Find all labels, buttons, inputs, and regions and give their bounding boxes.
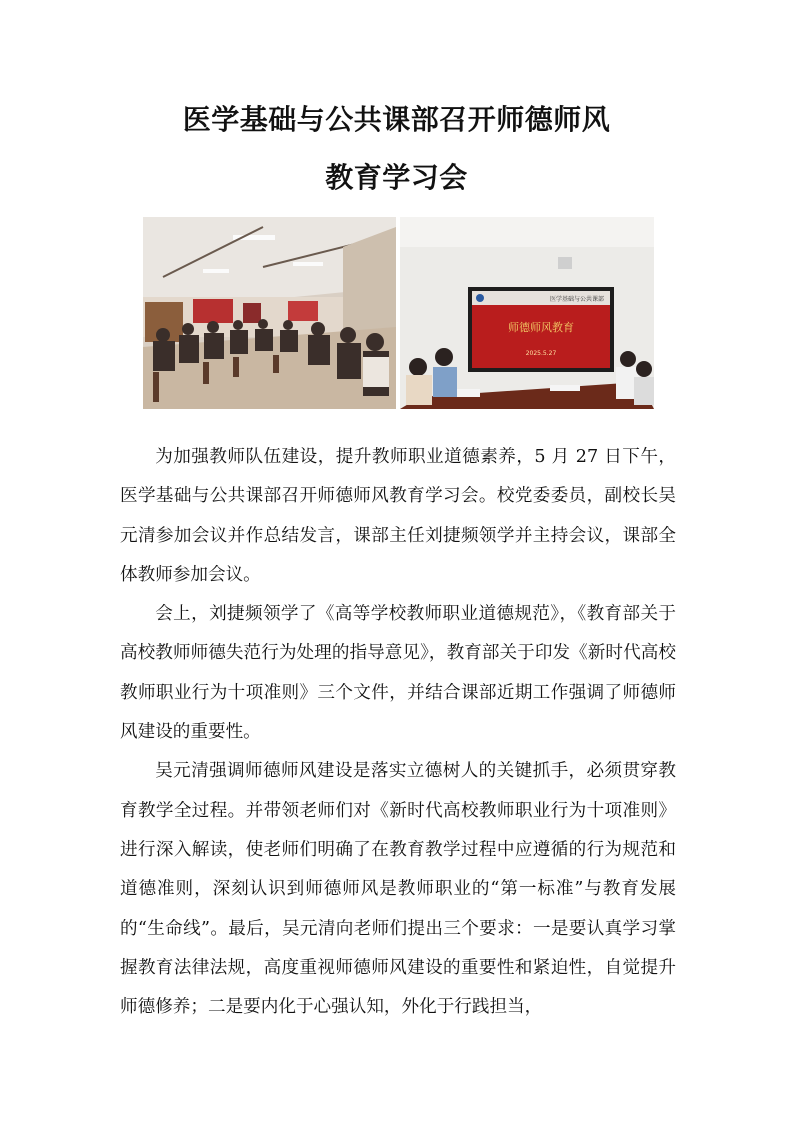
- screen-logo-text: 医学基础与公共课部: [550, 296, 605, 303]
- screen-date: 2025.5.27: [525, 350, 557, 357]
- screen-heading: 师德师风教育: [508, 321, 574, 334]
- paragraph-2: 会上，刘捷频领学了《高等学校教师职业道德规范》，《教育部关于高校教师师德失范行为处理的指导意见》，教育部关于印发《新时代高校教师职业行为十项准则》三个文件，并结合课部近期工作强调了师德师风建设的重要性。: [120, 604, 676, 743]
- paragraph-1: 为加强教师队伍建设，提升教师职业道德素养，5 月 27 日下午，医学基础与公共课部召开师德师风教育学习会。校党委委员，副校长吴元清参加会议并作总结发言，课部主任刘捷频领学并主持会议，课部全体教师参加会议。: [120, 447, 676, 585]
- document-title-line-2: 教育学习会: [325, 161, 468, 194]
- article-body: [120, 438, 676, 1027]
- document-title-line-1: 医学基础与公共课部召开师德师风: [182, 103, 611, 136]
- meeting-room-photo: [143, 217, 396, 409]
- presentation-screen-photo: [400, 217, 654, 409]
- paragraph-3: 吴元清强调师德师风建设是落实立德树人的关键抓手，必须贯穿教育教学全过程。并带领老师们对《新时代高校教师职业行为十项准则》进行深入解读，使老师们明确了在教育教学过程中应遵循的行为规范和道德准则，深刻认识到师德师风是教师职业的“第一标准”与教育发展的“生命线”。最后，吴元清向老师们提出三个要求：一是要认真学习掌握教育法律法规，高度重视师德师风建设的重要性和紧迫性，自觉提升师德修养；二是要内化于心强认知，外化于行践担当，: [120, 761, 676, 1018]
